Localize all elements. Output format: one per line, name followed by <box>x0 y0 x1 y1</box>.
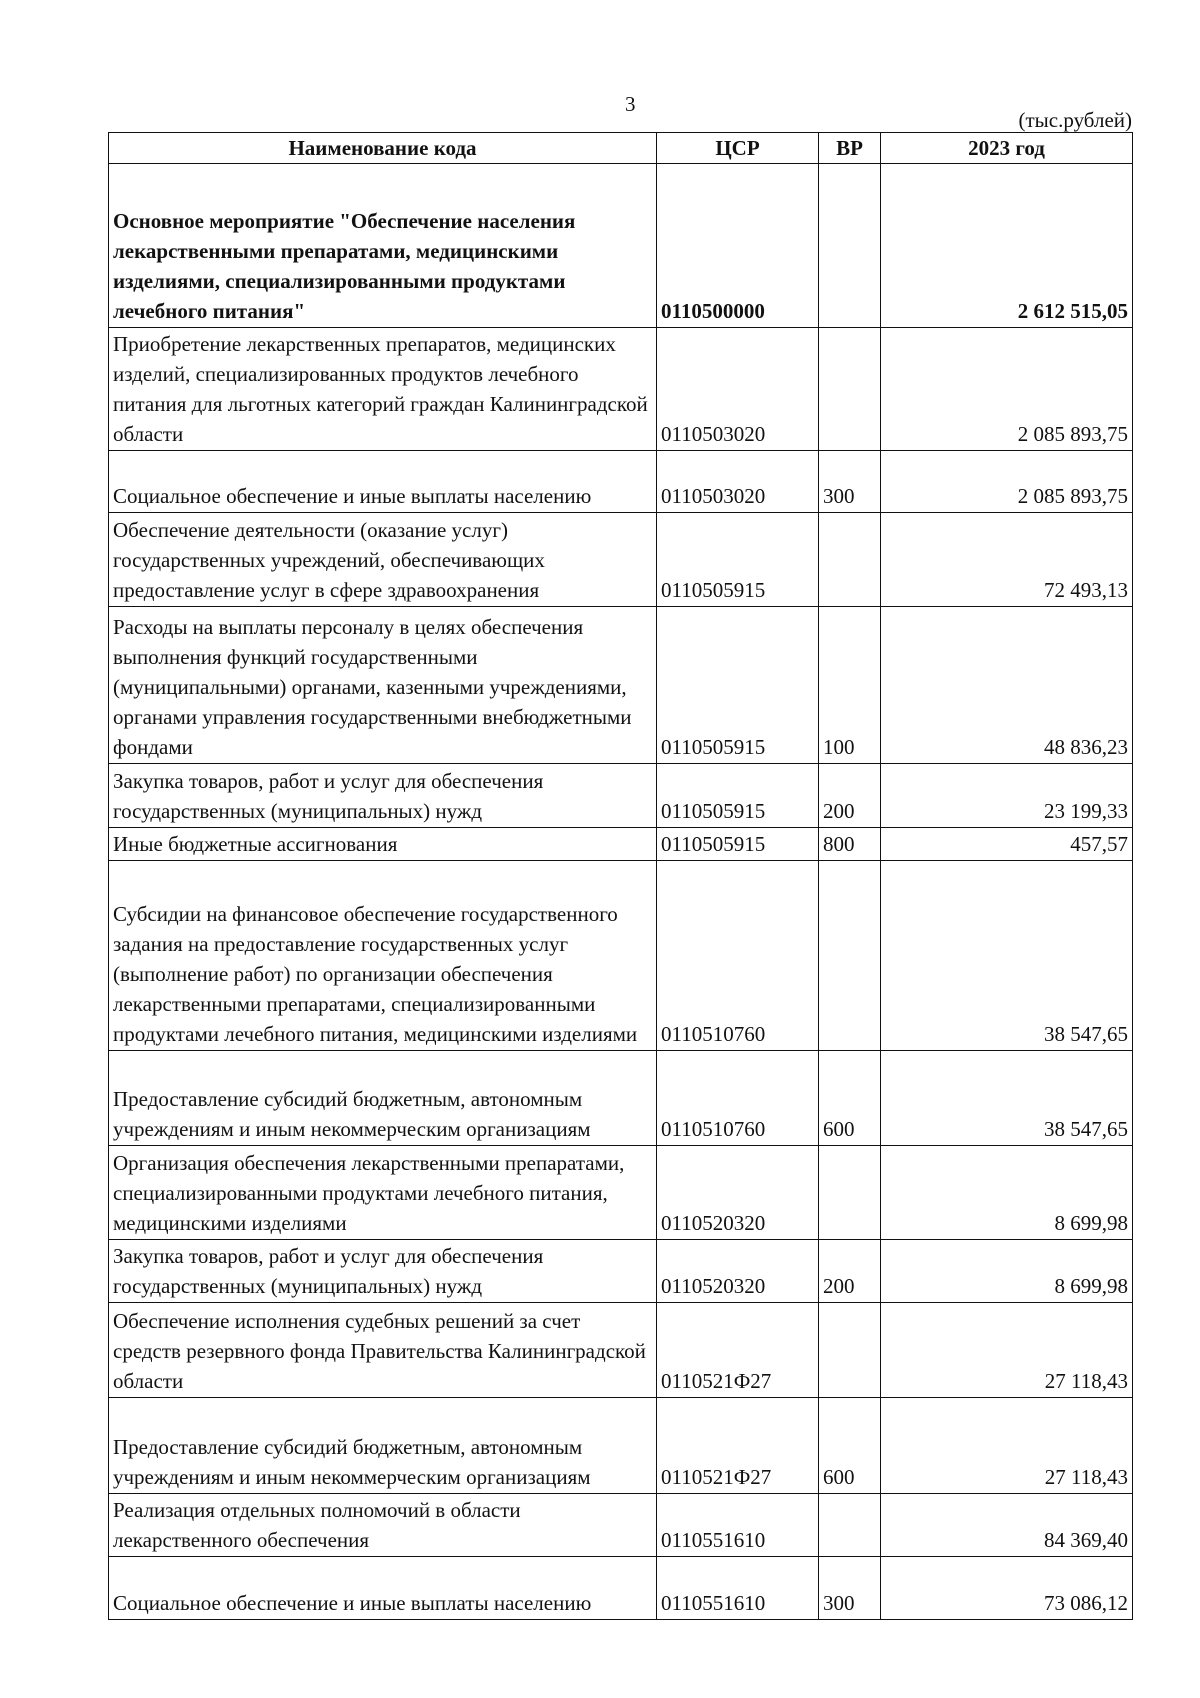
row-name: Основное мероприятие "Обеспечение населения лекарственными препаратами, медицинскими изделиями, специализированными продуктами лечебного питания" <box>109 164 657 328</box>
row-amount: 84 369,40 <box>881 1494 1133 1557</box>
table-row <box>109 1398 1133 1494</box>
header-vr: ВР <box>819 133 881 164</box>
row-vr <box>819 1303 881 1398</box>
row-vr: 600 <box>819 1051 881 1146</box>
row-csr: 0110520320 <box>657 1240 819 1303</box>
row-amount: 73 086,12 <box>881 1557 1133 1620</box>
row-vr <box>819 1146 881 1240</box>
row-amount: 23 199,33 <box>881 764 1133 828</box>
row-csr: 0110551610 <box>657 1557 819 1620</box>
table-row <box>109 328 1133 451</box>
row-name: Расходы на выплаты персоналу в целях обеспечения выполнения функций государственными (муниципальными) органами, казенными учреждениями, органами управления государственными внебюджетными фондами <box>109 607 657 764</box>
budget-table <box>108 132 1133 1620</box>
row-amount: 2 612 515,05 <box>881 164 1133 328</box>
row-name: Организация обеспечения лекарственными препаратами, специализированными продуктами лечебного питания, медицинскими изделиями <box>109 1146 657 1240</box>
row-csr: 0110505915 <box>657 513 819 607</box>
row-csr: 0110521Ф27 <box>657 1398 819 1494</box>
row-name: Приобретение лекарственных препаратов, медицинских изделий, специализированных продуктов лечебного питания для льготных категорий граждан Калининградской области <box>109 328 657 451</box>
table-row <box>109 513 1133 607</box>
row-vr <box>819 164 881 328</box>
table-row <box>109 1303 1133 1398</box>
row-amount: 27 118,43 <box>881 1303 1133 1398</box>
row-vr <box>819 1494 881 1557</box>
row-csr: 0110510760 <box>657 861 819 1051</box>
row-vr: 300 <box>819 451 881 513</box>
row-amount: 38 547,65 <box>881 1051 1133 1146</box>
row-vr <box>819 513 881 607</box>
table-row <box>109 1051 1133 1146</box>
row-vr: 200 <box>819 1240 881 1303</box>
row-name: Иные бюджетные ассигнования <box>109 828 657 861</box>
table-row <box>109 1146 1133 1240</box>
row-name: Обеспечение деятельности (оказание услуг) государственных учреждений, обеспечивающих предоставление услуг в сфере здравоохранения <box>109 513 657 607</box>
row-vr: 100 <box>819 607 881 764</box>
row-name: Закупка товаров, работ и услуг для обеспечения государственных (муниципальных) нужд <box>109 764 657 828</box>
row-name: Субсидии на финансовое обеспечение государственного задания на предоставление государственных услуг (выполнение работ) по организации обеспечения лекарственными препаратами, специализированными продуктами лечебного питания, медицинскими изделиями <box>109 861 657 1051</box>
page-number: 3 <box>625 92 636 116</box>
row-vr: 300 <box>819 1557 881 1620</box>
row-amount: 2 085 893,75 <box>881 328 1133 451</box>
row-name: Предоставление субсидий бюджетным, автономным учреждениям и иным некоммерческим организациям <box>109 1051 657 1146</box>
table-row <box>109 1240 1133 1303</box>
row-vr <box>819 861 881 1051</box>
row-amount: 38 547,65 <box>881 861 1133 1051</box>
row-csr: 0110520320 <box>657 1146 819 1240</box>
table-row <box>109 451 1133 513</box>
table-row <box>109 764 1133 828</box>
row-name: Социальное обеспечение и иные выплаты населению <box>109 1557 657 1620</box>
row-vr: 800 <box>819 828 881 861</box>
row-name: Закупка товаров, работ и услуг для обеспечения государственных (муниципальных) нужд <box>109 1240 657 1303</box>
header-name: Наименование кода <box>109 133 657 164</box>
table-row <box>109 164 1133 328</box>
row-name: Обеспечение исполнения судебных решений за счет средств резервного фонда Правительства Калининградской области <box>109 1303 657 1398</box>
row-vr <box>819 328 881 451</box>
row-amount: 457,57 <box>881 828 1133 861</box>
row-name: Реализация отдельных полномочий в области лекарственного обеспечения <box>109 1494 657 1557</box>
row-csr: 0110503020 <box>657 451 819 513</box>
row-csr: 0110500000 <box>657 164 819 328</box>
row-name: Предоставление субсидий бюджетным, автономным учреждениям и иным некоммерческим организациям <box>109 1398 657 1494</box>
table-row <box>109 607 1133 764</box>
row-csr: 0110551610 <box>657 1494 819 1557</box>
row-csr: 0110521Ф27 <box>657 1303 819 1398</box>
table-row <box>109 861 1133 1051</box>
row-amount: 8 699,98 <box>881 1146 1133 1240</box>
row-csr: 0110505915 <box>657 764 819 828</box>
row-csr: 0110503020 <box>657 328 819 451</box>
row-csr: 0110510760 <box>657 1051 819 1146</box>
row-vr: 600 <box>819 1398 881 1494</box>
units-label: (тыс.рублей) <box>1018 108 1132 132</box>
row-amount: 72 493,13 <box>881 513 1133 607</box>
row-amount: 48 836,23 <box>881 607 1133 764</box>
table-row <box>109 1557 1133 1620</box>
row-csr: 0110505915 <box>657 607 819 764</box>
row-vr: 200 <box>819 764 881 828</box>
header-csr: ЦСР <box>657 133 819 164</box>
header-year: 2023 год <box>881 133 1133 164</box>
header-row <box>109 133 1133 164</box>
row-csr: 0110505915 <box>657 828 819 861</box>
row-amount: 2 085 893,75 <box>881 451 1133 513</box>
row-amount: 8 699,98 <box>881 1240 1133 1303</box>
table-row <box>109 828 1133 861</box>
table-row <box>109 1494 1133 1557</box>
row-name: Социальное обеспечение и иные выплаты населению <box>109 451 657 513</box>
row-amount: 27 118,43 <box>881 1398 1133 1494</box>
